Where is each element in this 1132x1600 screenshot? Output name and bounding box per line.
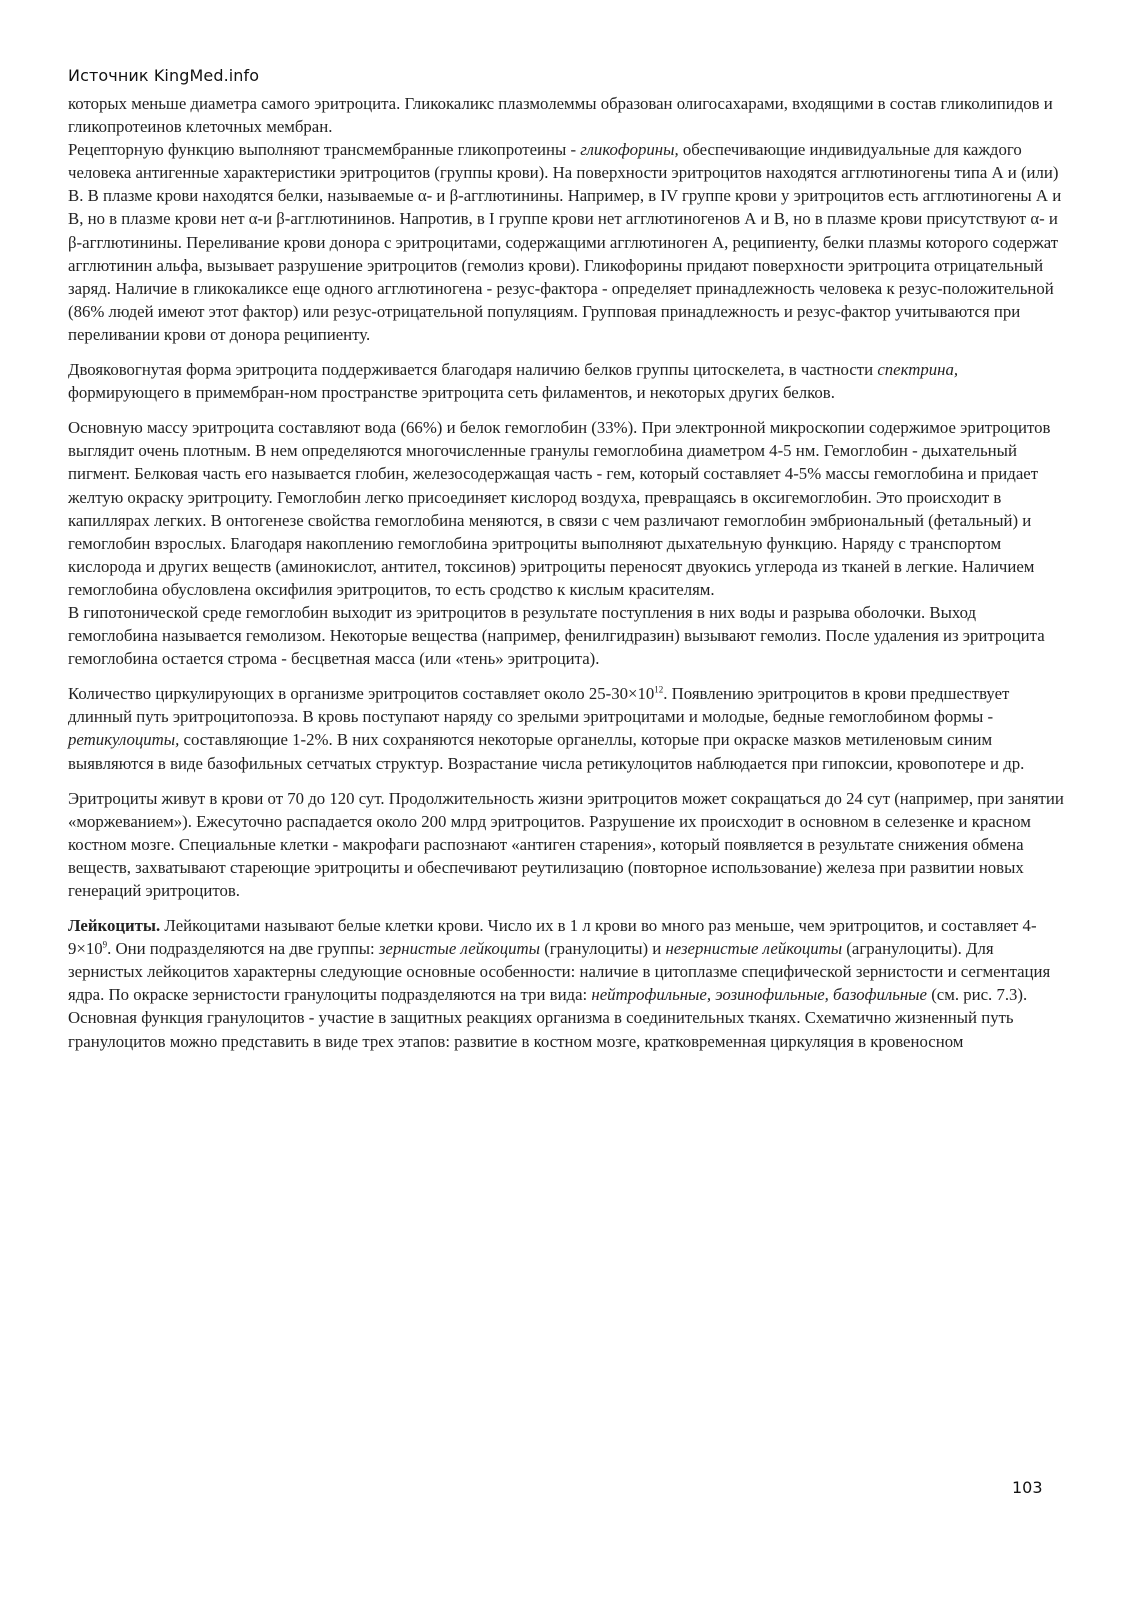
text-run: (см. рис. 7.3). Основная функция гранулоцитов - участие в защитных реакциях организма в соединительных тканях. Схематично жизненный путь гранулоцитов можно представить в виде трех этапов: развитие в костном мозге, кратковременная циркуляция в кровеносном bbox=[68, 985, 1028, 1051]
paragraph-leukocytes bbox=[68, 914, 1068, 1053]
superscript-exponent: 12 bbox=[654, 684, 664, 695]
page-number: 103 bbox=[1012, 1478, 1043, 1497]
section-heading-leukocytes: Лейкоциты. bbox=[68, 916, 161, 936]
term-reticulocytes: ретикулоциты, bbox=[68, 730, 180, 750]
text-run: Двояковогнутая форма эритроцита поддерживается благодаря наличию белков группы цитоскелета, в частности bbox=[68, 360, 878, 380]
text-run: составляющие 1-2%. В них сохраняются некоторые органеллы, которые при окраске мазков метиленовым синим выявляются в виде базофильных сетчатых структур. Возрастание числа ретикулоцитов наблюдается при гипоксии, кровопотере и др. bbox=[68, 730, 1025, 773]
term-granular-leukocytes: зернистые лейкоциты bbox=[378, 939, 540, 959]
text-run: обеспечивающие индивидуальные для каждого человека антигенные характеристики эритроцитов (группы крови). На поверхности эритроцитов находятся агглютиногены типа А и (или) В. В плазме крови находятся белки, называемые α- и β-агглютинины. Например, в IV группе крови у эритроцитов есть агглютиногены А и В, но в плазме крови нет α-и β-агглютининов. Напротив, в I группе крови нет агглютиногенов А и В, но в плазме крови присутствуют α- и β-агглютинины. Переливание крови донора с эритроцитами, содержащими агглютиноген А, реципиенту, белки плазмы которого содержат агглютинин альфа, вызывает разрушение эритроцитов (гемолиз крови). Гликофорины придают поверхности эритроцита отрицательный заряд. Наличие в гликокаликсе еще одного агглютиногена - резус-фактора - определяет принадлежность человека к резус-положительной (86% людей имеют этот фактор) или резус-отрицательной популяциям. Групповая принадлежность и резус-фактор учитываются при переливании крови от донора реципиенту. bbox=[68, 140, 1062, 344]
superscript-exponent: 9 bbox=[102, 939, 108, 950]
text-run: (гранулоциты) и bbox=[540, 939, 666, 959]
paragraph-hemolysis: В гипотонической среде гемоглобин выходит из эритроцитов в результате поступления в них воды и разрыва оболочки. Выход гемоглобина называется гемолизом. Некоторые вещества (например, фенилгидразин) вызывают гемолиз. После удаления из эритроцита гемоглобина остается строма - бесцветная масса (или «тень» эритроцита). bbox=[68, 602, 1045, 669]
paragraph-receptor-function bbox=[68, 138, 1068, 346]
paragraph-hemoglobin: Основную массу эритроцита составляют вода (66%) и белок гемоглобин (33%). При электронной микроскопии содержимое эритроцитов выглядит очень плотным. В нем определяются многочисленные гранулы гемоглобина диаметром 4-5 нм. Гемоглобин - дыхательный пигмент. Белковая часть его называется глобин, железосодержащая часть - гем, который составляет 4-5% массы гемоглобина и придает желтую окраску эритроциту. Гемоглобин легко присоединяет кислород воздуха, превращаясь в оксигемоглобин. Это происходит в капиллярах легких. В онтогенезе свойства гемоглобина меняются, в связи с чем различают гемоглобин эмбриональный (фетальный) и гемоглобин взрослых. Благодаря накоплению гемоглобина эритроциты выполняют дыхательную функцию. Наряду с транспортом кислорода и других веществ (аминокислот, антител, токсинов) эритроциты переносят двуокись углерода из тканей в легкие. Наличием гемоглобина обусловлена оксифилия эритроцитов, то есть сродство к кислым красителям. bbox=[68, 418, 1051, 599]
text-run: . Появлению эритроцитов в крови предшествует длинный путь эритроцитопоэза. В кровь поступают наряду со зрелыми эритроцитами и молодые, бедные гемоглобином формы - bbox=[68, 684, 1010, 727]
text-run: формирующего в примембран-ном пространстве эритроцита сеть филаментов, и некоторых других белков. bbox=[68, 383, 835, 403]
term-agranular-leukocytes: незернистые лейкоциты bbox=[665, 939, 843, 959]
paragraph-lifespan: Эритроциты живут в крови от 70 до 120 сут. Продолжительность жизни эритроцитов может сокращаться до 24 сут (например, при занятии «моржеванием»). Ежесуточно распадается около 200 млрд эритроцитов. Разрушение их происходит в основном в селезенке и красном костном мозге. Специальные клетки - макрофаги распознают «антиген старения», который появляется в результате снижения обмена веществ, захватывают стареющие эритроциты и обеспечивают реутилизацию (повторное использование) железа при развитии новых генераций эритроцитов. bbox=[68, 788, 1064, 900]
paragraph-erythrocyte-count bbox=[68, 682, 1068, 774]
text-run: . Они подразделяются на две группы: bbox=[107, 939, 379, 959]
text-run: Лейкоцитами называют белые клетки крови. Число их в 1 л крови во много раз меньше, чем эритроцитов, и составляет 4-9×10 bbox=[68, 916, 1037, 959]
text-run: (агранулоциты). Для зернистых лейкоцитов характерны следующие основные особенности: наличие в цитоплазме специфической зернистости и сегментация ядра. По окраске зернистости гранулоциты подразделяются на три вида: bbox=[68, 939, 1051, 1005]
text-run: Количество циркулирующих в организме эритроцитов составляет около 25-30×10 bbox=[68, 684, 655, 704]
text-run: Рецепторную функцию выполняют трансмембранные гликопротеины - bbox=[68, 140, 581, 160]
term-spectrin: спектрина, bbox=[877, 360, 959, 380]
term-glycophorins: гликофорины, bbox=[580, 140, 679, 160]
paragraph-biconcave-shape bbox=[68, 358, 1068, 404]
term-granulocyte-types: нейтрофильные, эозинофильные, базофильные bbox=[591, 985, 927, 1005]
paragraph-glycocalyx: которых меньше диаметра самого эритроцита. Гликокаликс плазмолеммы образован олигосахарами, входящими в состав гликолипидов и гликопротеинов клеточных мембран. bbox=[68, 94, 1053, 137]
page-body bbox=[68, 92, 1068, 1053]
source-header: Источник KingMed.info bbox=[68, 66, 260, 85]
